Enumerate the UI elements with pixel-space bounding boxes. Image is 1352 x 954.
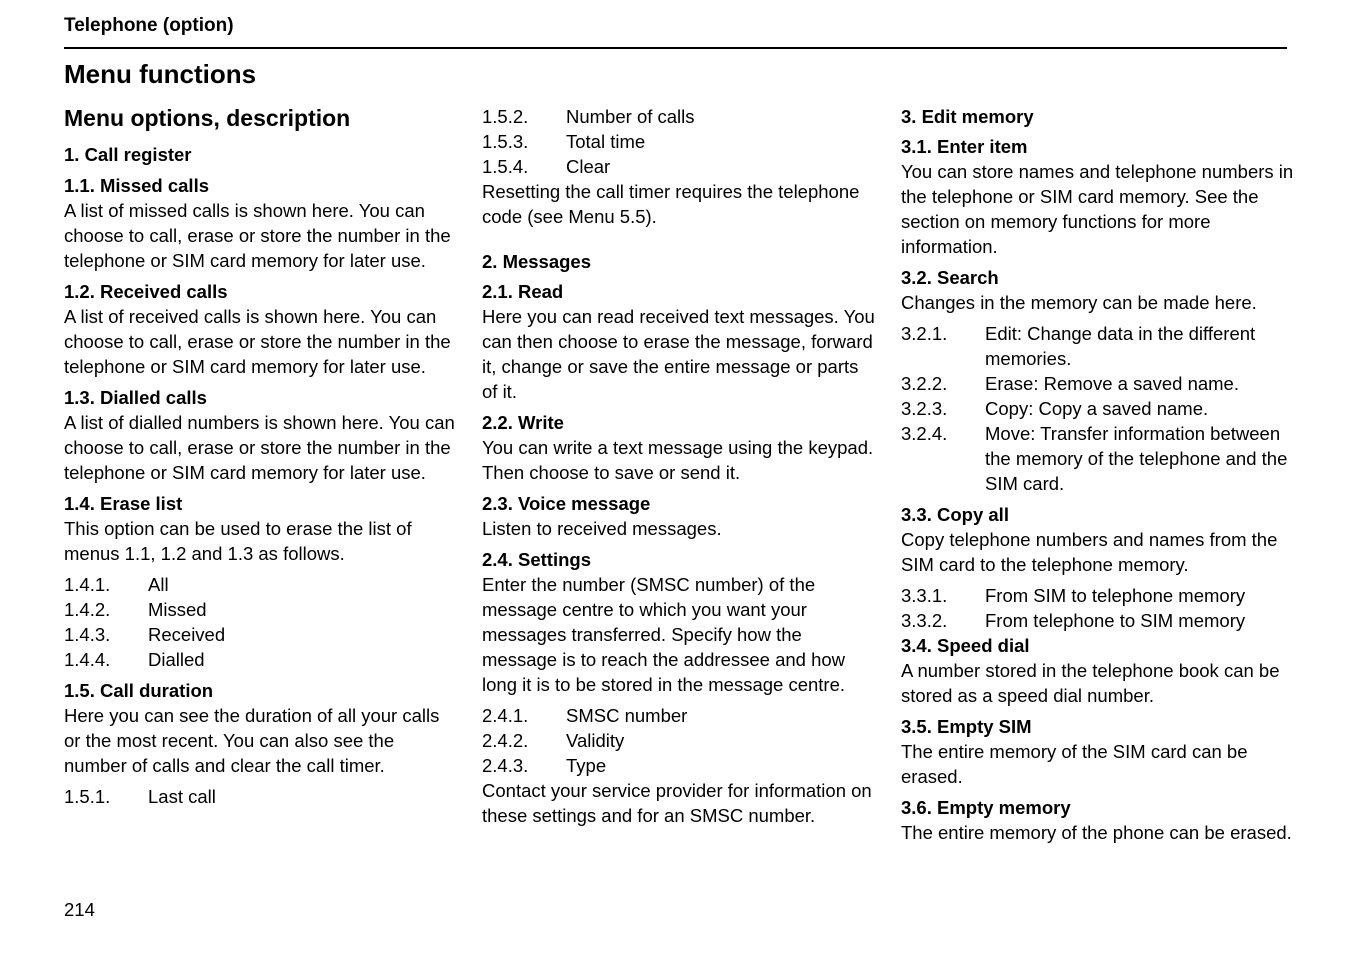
paragraph-call-duration: Here you can see the duration of all your calls or the most recent. You can also see the number of calls and clear the call timer. xyxy=(64,705,440,776)
call-duration-options xyxy=(64,784,459,809)
list-item-text: Missed xyxy=(148,599,207,620)
list-item-text: Validity xyxy=(566,730,625,751)
heading-erase-list: 1.4. Erase list xyxy=(64,493,183,514)
heading-missed-calls: 1.1. Missed calls xyxy=(64,175,210,196)
call-duration-options-continued xyxy=(482,104,877,179)
column-3 xyxy=(901,104,1296,845)
list-item xyxy=(901,321,1296,371)
paragraph-enter-item: You can store names and telephone numbers in the telephone or SIM card memory. See the section on memory functions for more information. xyxy=(901,161,1294,257)
list-item xyxy=(901,583,1296,608)
heading-empty-memory: 3.6. Empty memory xyxy=(901,797,1071,818)
list-item-number: 3.2.4. xyxy=(901,423,948,444)
list-item-text: Move: Transfer information between the memory of the telephone and the SIM card. xyxy=(985,423,1288,494)
heading-empty-sim: 3.5. Empty SIM xyxy=(901,716,1032,737)
list-item-text: Type xyxy=(566,755,607,776)
paragraph-search: Changes in the memory can be made here. xyxy=(901,292,1257,313)
heading-dialled-calls: 1.3. Dialled calls xyxy=(64,387,207,408)
list-item-text: Clear xyxy=(566,156,611,177)
list-item-text: SMSC number xyxy=(566,705,688,726)
list-item-number: 2.4.2. xyxy=(482,730,529,751)
list-item-number: 3.3.2. xyxy=(901,610,948,631)
heading-edit-memory: 3. Edit memory xyxy=(901,106,1034,127)
paragraph-empty-memory: The entire memory of the phone can be erased. xyxy=(901,822,1292,843)
list-item-number: 1.4.1. xyxy=(64,574,111,595)
list-item-text: From telephone to SIM memory xyxy=(985,610,1246,631)
list-item-number: 1.5.2. xyxy=(482,106,529,127)
list-item xyxy=(901,421,1296,496)
list-item-text: Last call xyxy=(148,786,216,807)
heading-call-register: 1. Call register xyxy=(64,144,192,165)
erase-list-options xyxy=(64,572,459,672)
list-item-number: 2.4.3. xyxy=(482,755,529,776)
list-item-text: Number of calls xyxy=(566,106,695,127)
list-item xyxy=(64,572,459,597)
list-item xyxy=(482,753,877,778)
paragraph-read: Here you can read received text messages. You can then choose to erase the message, forward it, change or save the entire message or parts of it. xyxy=(482,306,875,402)
paragraph-speed-dial: A number stored in the telephone book can be stored as a speed dial number. xyxy=(901,660,1280,706)
copy-all-options xyxy=(901,583,1296,633)
list-item-number: 1.5.4. xyxy=(482,156,529,177)
list-item xyxy=(482,703,877,728)
header-rule xyxy=(64,47,1287,49)
heading-read: 2.1. Read xyxy=(482,281,564,302)
paragraph-received-calls: A list of received calls is shown here. You can choose to call, erase or store the number in the telephone or SIM card memory for later use. xyxy=(64,306,451,377)
list-item-text: Edit: Change data in the different memories. xyxy=(985,323,1256,369)
section-title: Menu options, description xyxy=(64,105,351,131)
page-number: 214 xyxy=(64,899,95,920)
heading-enter-item: 3.1. Enter item xyxy=(901,136,1028,157)
running-header: Telephone (option) xyxy=(64,15,234,36)
heading-settings: 2.4. Settings xyxy=(482,549,591,570)
list-item-text: Erase: Remove a saved name. xyxy=(985,373,1239,394)
list-item xyxy=(901,371,1296,396)
list-item xyxy=(482,154,877,179)
paragraph-missed-calls: A list of missed calls is shown here. You can choose to call, erase or store the number in the telephone or SIM card memory for later use. xyxy=(64,200,451,271)
list-item-text: From SIM to telephone memory xyxy=(985,585,1246,606)
list-item-number: 1.4.2. xyxy=(64,599,111,620)
heading-messages: 2. Messages xyxy=(482,251,592,272)
paragraph-write: You can write a text message using the keypad. Then choose to save or send it. xyxy=(482,437,874,483)
list-item xyxy=(901,396,1296,421)
page-title: Menu functions xyxy=(64,59,257,89)
settings-options xyxy=(482,703,877,778)
heading-received-calls: 1.2. Received calls xyxy=(64,281,228,302)
list-item-number: 1.4.4. xyxy=(64,649,111,670)
paragraph-settings: Enter the number (SMSC number) of the message centre to which you want your messages transferred. Specify how the message is to reach the addressee and how long it is to be stored in the message centre. xyxy=(482,574,846,695)
list-item xyxy=(901,608,1296,633)
paragraph-reset-note: Resetting the call timer requires the telephone code (see Menu 5.5). xyxy=(482,181,860,227)
list-item-number: 1.5.3. xyxy=(482,131,529,152)
list-item xyxy=(482,129,877,154)
list-item-number: 2.4.1. xyxy=(482,705,529,726)
list-item-text: Received xyxy=(148,624,226,645)
list-item-number: 3.2.3. xyxy=(901,398,948,419)
list-item xyxy=(482,104,877,129)
paragraph-erase-list: This option can be used to erase the list of menus 1.1, 1.2 and 1.3 as follows. xyxy=(64,518,412,564)
list-item-number: 1.4.3. xyxy=(64,624,111,645)
paragraph-copy-all: Copy telephone numbers and names from the SIM card to the telephone memory. xyxy=(901,529,1278,575)
heading-copy-all: 3.3. Copy all xyxy=(901,504,1009,525)
heading-call-duration: 1.5. Call duration xyxy=(64,680,214,701)
list-item-text: Total time xyxy=(566,131,646,152)
list-item-number: 1.5.1. xyxy=(64,786,111,807)
list-item xyxy=(64,597,459,622)
list-item-text: Copy: Copy a saved name. xyxy=(985,398,1209,419)
list-item-number: 3.2.2. xyxy=(901,373,948,394)
heading-write: 2.2. Write xyxy=(482,412,564,433)
list-item-number: 3.3.1. xyxy=(901,585,948,606)
list-item-text: Dialled xyxy=(148,649,205,670)
search-options xyxy=(901,321,1296,496)
column-1 xyxy=(64,104,459,809)
list-item xyxy=(64,622,459,647)
heading-search: 3.2. Search xyxy=(901,267,999,288)
paragraph-dialled-calls: A list of dialled numbers is shown here. You can choose to call, erase or store the number in the telephone or SIM card memory for later use. xyxy=(64,412,455,483)
paragraph-voice-message: Listen to received messages. xyxy=(482,518,722,539)
list-item-number: 3.2.1. xyxy=(901,323,948,344)
list-item-text: All xyxy=(148,574,169,595)
list-item xyxy=(64,647,459,672)
heading-voice-message: 2.3. Voice message xyxy=(482,493,651,514)
column-2 xyxy=(482,104,877,828)
paragraph-empty-sim: The entire memory of the SIM card can be erased. xyxy=(901,741,1248,787)
list-item xyxy=(482,728,877,753)
heading-speed-dial: 3.4. Speed dial xyxy=(901,635,1030,656)
list-item xyxy=(64,784,459,809)
paragraph-settings-note: Contact your service provider for information on these settings and for an SMSC number. xyxy=(482,780,872,826)
